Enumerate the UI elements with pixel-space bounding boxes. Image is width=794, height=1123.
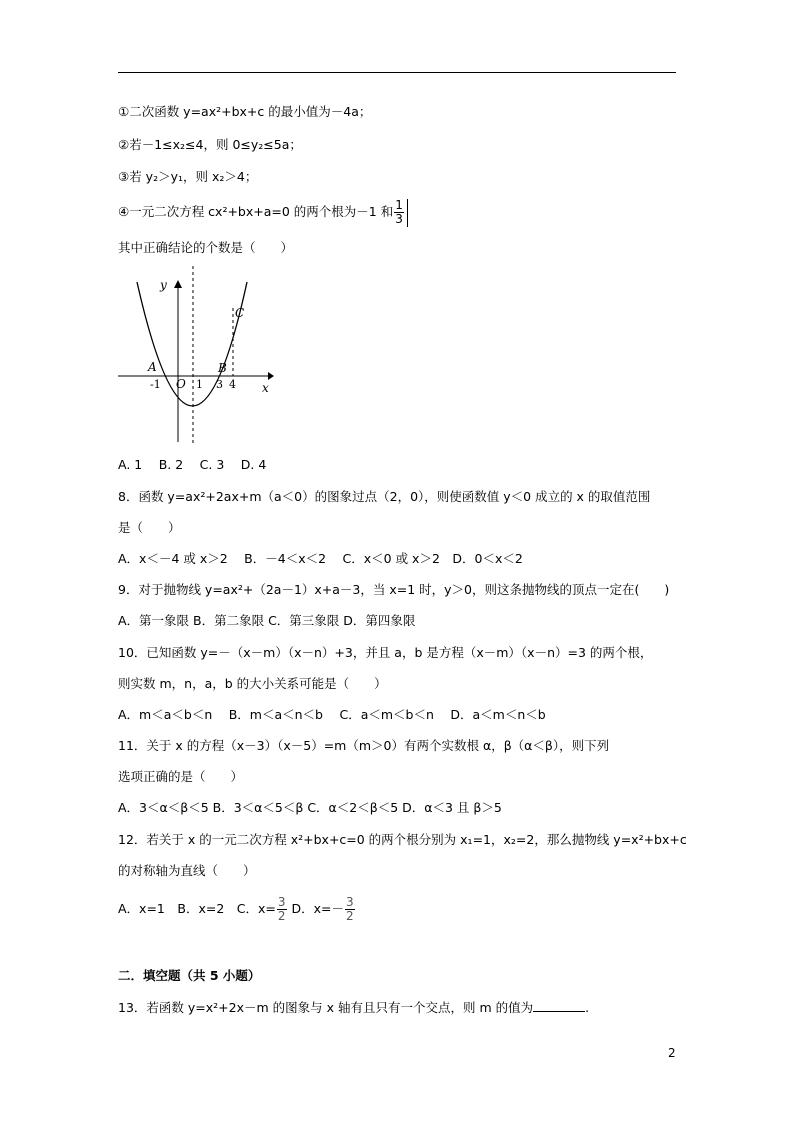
question-8-line-2: 是（ ） <box>118 520 181 535</box>
question-12-options-a-c: A．x=1 B．x=2 C．x= <box>118 901 276 916</box>
x-axis-arrow <box>268 372 274 380</box>
header-rule <box>118 72 676 73</box>
question-10-line-2: 则实数 m，n，a，b 的大小关系可能是（ ） <box>118 676 387 691</box>
fraction-numerator: 3 <box>346 895 354 909</box>
question-12-options <box>118 894 356 924</box>
tick-4: 4 <box>229 378 236 391</box>
point-a-label: A <box>148 360 157 374</box>
tick-1: 1 <box>196 378 203 391</box>
parabola-graph <box>112 264 282 446</box>
y-axis-arrow <box>174 280 182 288</box>
question-7-options: A. 1 B. 2 C. 3 D. 4 <box>118 457 267 472</box>
cursor-bar <box>407 199 408 227</box>
fraction-numerator: 3 <box>277 895 286 909</box>
fraction-three-halves <box>277 896 287 923</box>
statement-4 <box>118 197 408 227</box>
statement-2: ②若－1≤x₂≤4，则 0≤y₂≤5a； <box>118 137 302 152</box>
point-b-label: B <box>218 361 227 375</box>
question-13 <box>118 999 589 1016</box>
fraction-denominator: 2 <box>277 909 286 923</box>
statement-3: ③若 y₂＞y₁，则 x₂＞4； <box>118 169 258 184</box>
question-8-line-1: 8．函数 y=ax²+2ax+m（a＜0）的图象过点（2，0），则使函数值 y＜0 成立的 x 的取值范围 <box>118 489 651 504</box>
question-10-line-1: 10．已知函数 y=－（x－m）（x－n）+3，并且 a，b 是方程（x－m）（x－n）=3 的两个根， <box>118 645 653 660</box>
tick-3: 3 <box>216 378 223 391</box>
question-10-options: A．m＜a＜b＜n B．m＜a＜n＜b C．a＜m＜b＜n D．a＜m＜n＜b <box>118 707 546 722</box>
question-7-prompt: 其中正确结论的个数是（ ） <box>118 240 294 255</box>
fraction-three-halves-negative <box>345 896 355 923</box>
question-12-line-2: 的对称轴为直线（ ） <box>118 863 256 878</box>
fraction-denominator: 2 <box>346 909 354 923</box>
fraction-one-third <box>394 199 404 226</box>
fraction-numerator: 1 <box>395 198 403 212</box>
question-9-line-1: 9．对于抛物线 y=ax²+（2a－1）x+a－3，当 x=1 时，y＞0，则这条抛物线的顶点一定在( ) <box>118 582 670 597</box>
answer-blank[interactable] <box>533 999 585 1012</box>
question-9-options: A．第一象限 B．第二象限 C．第三象限 D．第四象限 <box>118 613 416 628</box>
origin-label: O <box>176 377 186 391</box>
question-13-end: . <box>585 1000 590 1015</box>
point-c-label: C <box>235 306 245 320</box>
x-axis-label: x <box>262 381 269 395</box>
question-13-text: 13．若函数 y=x²+2x－m 的图象与 x 轴有且只有一个交点，则 m 的值为 <box>118 1000 534 1015</box>
statement-1: ①二次函数 y=ax²+bx+c 的最小值为－4a； <box>118 104 372 119</box>
question-11-line-2: 选项正确的是（ ） <box>118 769 244 784</box>
question-12-option-d: D．x=－ <box>287 901 344 916</box>
page-number: 2 <box>668 1046 676 1060</box>
question-11-options: A．3＜α＜β＜5 B．3＜α＜5＜β C．α＜2＜β＜5 D．α＜3 且 β＞5 <box>118 800 502 815</box>
fraction-denominator: 3 <box>395 212 403 226</box>
y-axis-label: y <box>160 278 167 292</box>
section-2-title: 二．填空题（共 5 小题） <box>118 968 261 983</box>
question-8-options: A．x＜－4 或 x＞2 B．－4＜x＜2 C．x＜0 或 x＞2 D．0＜x＜2 <box>118 551 523 566</box>
tick-neg1: -1 <box>150 378 161 391</box>
question-12-line-1: 12．若关于 x 的一元二次方程 x²+bx+c=0 的两个根分别为 x₁=1，x₂=2，那么抛物线 y=x²+bx+c <box>118 832 687 847</box>
statement-4-text: ④一元二次方程 cx²+bx+a=0 的两个根为－1 和 <box>118 204 394 219</box>
question-11-line-1: 11．关于 x 的方程（x－3）（x－5）=m（m＞0）有两个实数根 α，β（α＜β），则下列 <box>118 738 610 753</box>
